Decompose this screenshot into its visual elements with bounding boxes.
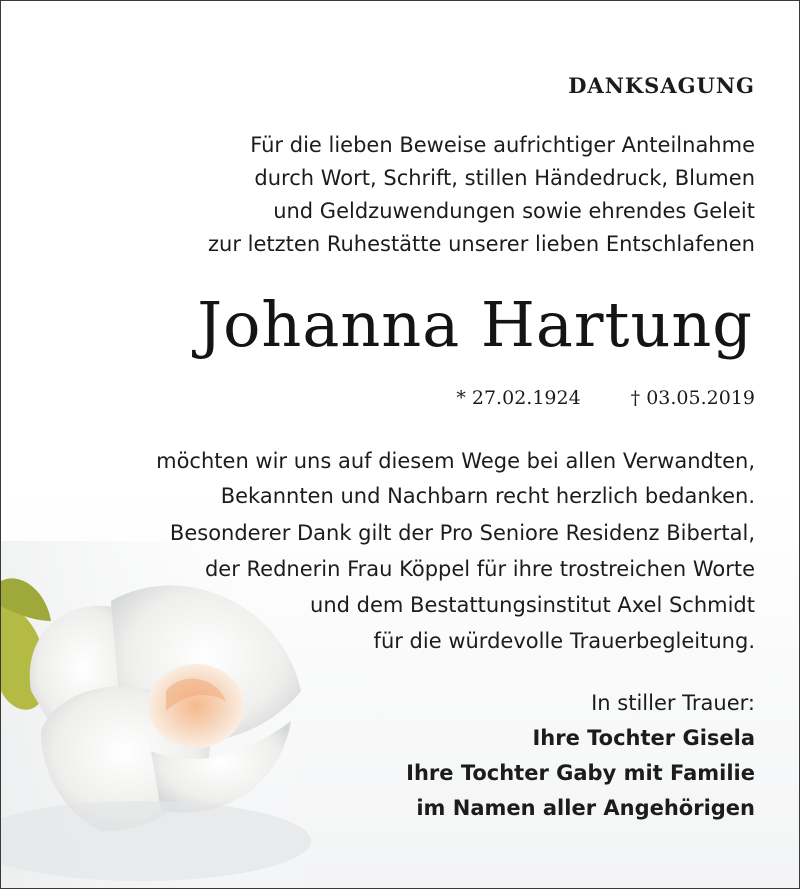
special-thanks-line: für die würdevolle Trauerbegleitung. (373, 629, 755, 653)
thanks-line: möchten wir uns auf diesem Wege bei allen Verwandten, (156, 449, 755, 473)
intro-line: und Geldzuwendungen sowie ehrendes Geleit (273, 199, 755, 223)
mourners-block (406, 686, 755, 826)
intro-text (208, 129, 755, 261)
intro-line: zur letzten Ruhestätte unserer lieben Entschlafenen (208, 232, 755, 256)
mourner-name: im Namen aller Angehörigen (416, 796, 755, 820)
heading: DANKSAGUNG (568, 73, 755, 98)
special-thanks-text (170, 515, 755, 659)
special-thanks-line: und dem Bestattungsinstitut Axel Schmidt (310, 593, 755, 617)
death-date: † 03.05.2019 (630, 387, 755, 409)
mourners-intro: In stiller Trauer: (591, 691, 755, 715)
thanks-line: Bekannten und Nachbarn recht herzlich bedanken. (220, 484, 755, 508)
thanks-text (156, 444, 755, 514)
birth-date: * 27.02.1924 (456, 387, 581, 409)
intro-line: Für die lieben Beweise aufrichtiger Anteilnahme (250, 133, 755, 157)
special-thanks-line: der Rednerin Frau Köppel für ihre trostreichen Worte (204, 557, 755, 581)
mourner-name: Ihre Tochter Gisela (532, 726, 755, 750)
mourner-name: Ihre Tochter Gaby mit Familie (406, 761, 755, 785)
intro-line: durch Wort, Schrift, stillen Händedruck, Blumen (254, 166, 755, 190)
life-dates (456, 386, 755, 410)
deceased-name: Johanna Hartung (197, 288, 753, 361)
special-thanks-line: Besonderer Dank gilt der Pro Seniore Residenz Bibertal, (169, 521, 755, 545)
